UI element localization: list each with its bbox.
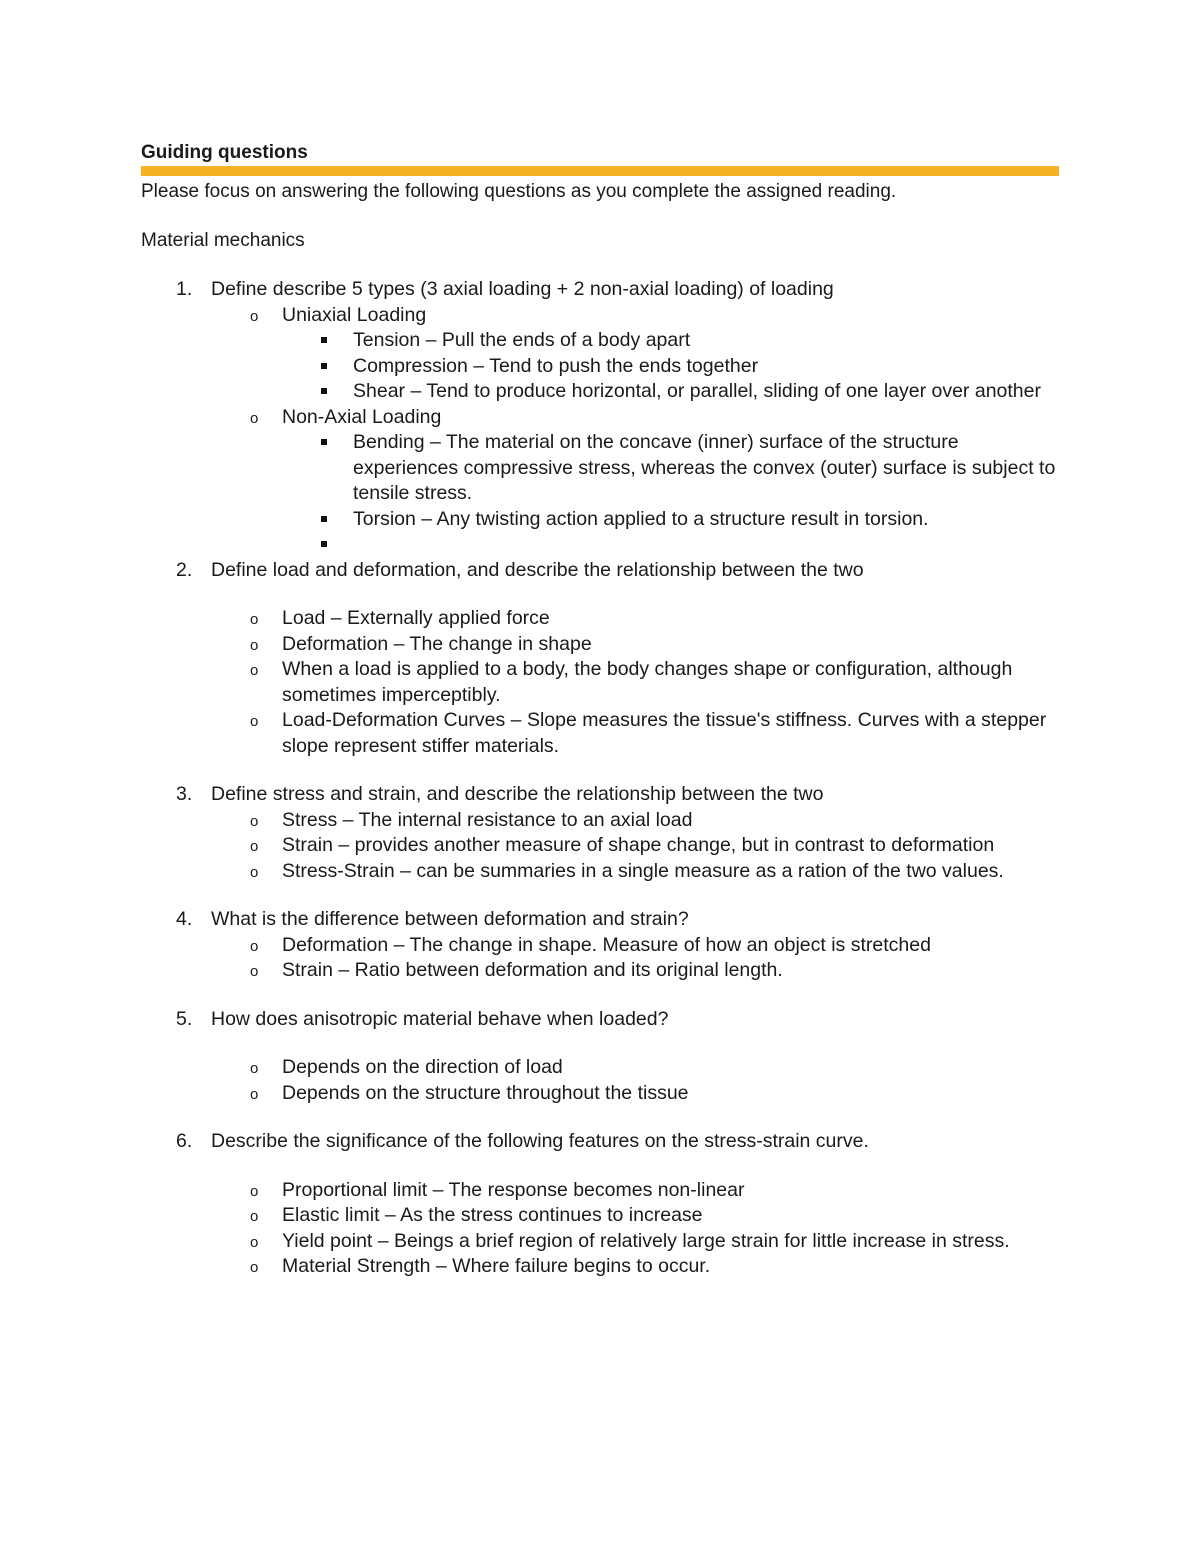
questions-list — [141, 277, 1061, 1280]
list-item — [353, 379, 1061, 405]
list-item — [250, 303, 1061, 329]
circle-bullet-icon: o — [250, 636, 259, 654]
list-item-text: When a load is applied to a body, the body changes shape or configuration, although sometimes imperceptibly. — [282, 658, 1013, 706]
list-item-text: Load – Externally applied force — [282, 607, 550, 629]
question-number: 4. — [176, 908, 193, 930]
list-item-text: Strain – Ratio between deformation and its original length. — [282, 959, 783, 981]
list-item — [250, 1178, 1061, 1204]
square-bullet-icon — [321, 516, 327, 522]
circle-bullet-icon: o — [250, 937, 259, 955]
list-item-text: Stress-Strain – can be summaries in a single measure as a ration of the two values. — [282, 859, 1004, 882]
question-6 — [141, 1129, 1061, 1280]
square-bullet-icon — [321, 439, 327, 445]
list-item — [250, 1229, 1061, 1255]
question-3 — [141, 782, 1061, 884]
list-item — [250, 833, 1061, 859]
list-item — [250, 632, 1061, 658]
list-item-text: Deformation – The change in shape — [282, 632, 592, 655]
square-bullet-icon — [321, 388, 327, 394]
list-item-text: Yield point – Beings a brief region of relatively large strain for little increase in stress. — [282, 1229, 1010, 1252]
list-item — [353, 507, 1061, 533]
list-item-text: Material Strength – Where failure begins to occur. — [282, 1255, 711, 1277]
list-item — [250, 808, 1061, 834]
question-number: 1. — [176, 278, 193, 300]
circle-bullet-icon: o — [250, 838, 259, 855]
list-item-text: Load-Deformation Curves – Slope measures the tissue's stiffness. Curves with a stepper slope represent stiffer materials. — [282, 709, 1047, 757]
list-item-text: Elastic limit – As the stress continues to increase — [282, 1204, 703, 1226]
question-text: Describe the significance of the following features on the stress-strain curve. — [211, 1130, 869, 1152]
document-page — [141, 140, 1061, 1280]
list-item — [250, 859, 1061, 885]
circle-bullet-icon: o — [250, 1085, 259, 1103]
question-text: Define load and deformation, and describe the relationship between the two — [211, 558, 864, 581]
question-text: What is the difference between deformation and strain? — [211, 908, 689, 930]
list-item-text: Bending – The material on the concave (inner) surface of the structure experiences compressive stress, whereas the convex (outer) surface is subject to tensile stress. — [353, 431, 1056, 504]
circle-bullet-icon: o — [250, 1208, 259, 1225]
circle-bullet-icon: o — [250, 713, 259, 730]
question-text: How does anisotropic material behave when loaded? — [211, 1007, 669, 1030]
circle-bullet-icon: o — [250, 1259, 259, 1276]
list-item — [250, 1055, 1061, 1081]
question-4 — [141, 907, 1061, 984]
circle-bullet-icon: o — [250, 812, 259, 830]
question-text: Define stress and strain, and describe the relationship between the two — [211, 783, 824, 805]
list-item — [250, 958, 1061, 984]
heading-underline-bar — [141, 166, 1059, 176]
list-item-text: Compression – Tend to push the ends together — [353, 354, 759, 377]
question-text: Define describe 5 types (3 axial loading + 2 non-axial loading) of loading — [211, 278, 834, 300]
list-item — [250, 657, 1061, 708]
list-item-text: Deformation – The change in shape. Measure of how an object is stretched — [282, 933, 931, 956]
question-number: 5. — [176, 1007, 193, 1030]
list-item — [250, 1254, 1061, 1280]
list-item — [250, 933, 1061, 959]
intro-text: Please focus on answering the following questions as you complete the assigned reading. — [141, 181, 897, 202]
list-item-text: Stress – The internal resistance to an axial load — [282, 808, 693, 831]
question-number: 2. — [176, 558, 193, 581]
list-item — [250, 1203, 1061, 1229]
section-title: Material mechanics — [141, 230, 305, 251]
list-item-text: Shear – Tend to produce horizontal, or parallel, sliding of one layer over another — [353, 380, 1041, 402]
question-1 — [141, 277, 1061, 558]
list-item-text: Proportional limit – The response becomes non-linear — [282, 1178, 745, 1201]
square-bullet-icon — [321, 337, 327, 343]
circle-bullet-icon: o — [250, 963, 259, 980]
list-item-text: Strain – provides another measure of shape change, but in contrast to deformation — [282, 834, 995, 856]
list-item-text: Torsion – Any twisting action applied to a structure result in torsion. — [353, 507, 929, 530]
list-item — [353, 354, 1061, 380]
square-bullet-icon — [321, 363, 327, 369]
list-item-text: Tension – Pull the ends of a body apart — [353, 329, 691, 351]
circle-bullet-icon: o — [250, 1182, 259, 1200]
page-title: Guiding questions — [141, 142, 308, 163]
list-item — [250, 1081, 1061, 1107]
list-item — [250, 405, 1061, 431]
circle-bullet-icon: o — [250, 611, 259, 628]
circle-bullet-icon: o — [250, 307, 259, 325]
question-2 — [141, 558, 1061, 760]
list-item-text: Non-Axial Loading — [282, 405, 442, 428]
list-item — [250, 606, 1061, 632]
circle-bullet-icon: o — [250, 662, 259, 679]
question-5 — [141, 1007, 1061, 1107]
question-number: 3. — [176, 783, 193, 805]
circle-bullet-icon: o — [250, 409, 259, 427]
list-item — [353, 328, 1061, 354]
list-item — [353, 430, 1061, 507]
circle-bullet-icon: o — [250, 1233, 259, 1251]
square-bullet-icon — [321, 541, 327, 547]
circle-bullet-icon: o — [250, 1060, 259, 1077]
circle-bullet-icon: o — [250, 863, 259, 881]
list-item-empty — [353, 532, 1061, 558]
list-item-text: Depends on the direction of load — [282, 1056, 563, 1078]
list-item — [250, 708, 1061, 759]
list-item-text: Uniaxial Loading — [282, 303, 427, 326]
list-item-text: Depends on the structure throughout the tissue — [282, 1081, 689, 1104]
question-number: 6. — [176, 1130, 193, 1152]
